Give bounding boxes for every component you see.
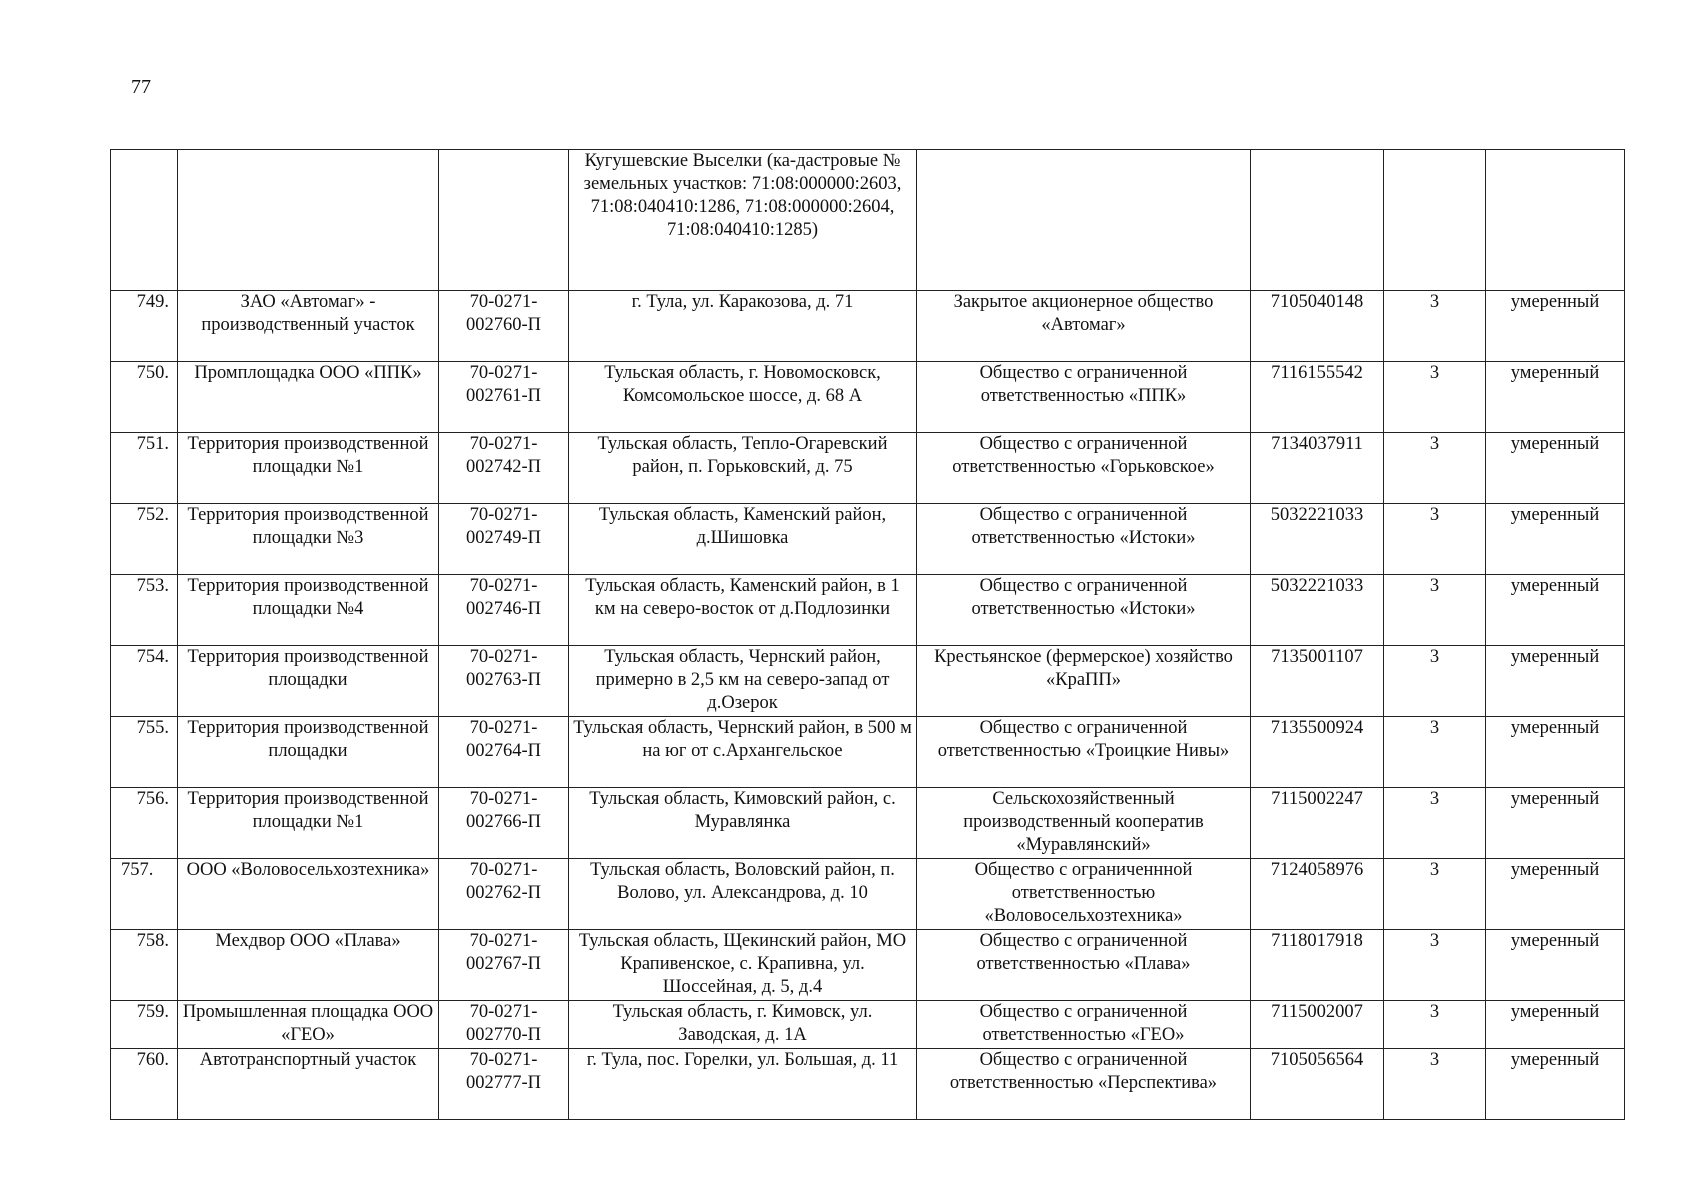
cell-address: Кугушевские Выселки (ка-дастровые № земельных участков: 71:08:000000:2603, 71:08:040410:1286, 71:08:000000:2604, 71:08:040410:1285) [569,150,917,291]
operator-inn: 7135500924 [1251,717,1384,788]
risk-level: умеренный [1486,717,1625,788]
operator-inn: 7135001107 [1251,646,1384,717]
cell-num [111,150,178,291]
operator-org: Общество с ограниченной ответственностью «ГЕО» [917,1001,1251,1049]
risk-level: умеренный [1486,433,1625,504]
object-code: 70-0271-002742-П [439,433,569,504]
operator-org: Общество с ограниченной ответственностью «Перспектива» [917,1049,1251,1120]
object-name: ООО «Воловосельхозтехника» [178,859,439,930]
table-row [111,1001,1625,1049]
object-name: Промышленная площадка ООО «ГЕО» [178,1001,439,1049]
object-address: Тульская область, г. Новомосковск, Комсомольское шоссе, д. 68 А [569,362,917,433]
object-name: Территория производственной площадки №4 [178,575,439,646]
row-number: 759. [111,1001,178,1049]
row-number: 753. [111,575,178,646]
operator-org: Закрытое акционерное общество «Автомаг» [917,291,1251,362]
operator-org: Общество с ограниченной ответственностью «Горьковское» [917,433,1251,504]
object-category: 3 [1384,717,1486,788]
object-name: Территория производственной площадки №1 [178,433,439,504]
object-address: Тульская область, Щекинский район, МО Крапивенское, с. Крапивна, ул. Шоссейная, д. 5, д.4 [569,930,917,1001]
operator-inn: 7115002247 [1251,788,1384,859]
cell-risk [1486,150,1625,291]
operator-org: Общество с ограниченной ответственностью «Троицкие Нивы» [917,717,1251,788]
object-category: 3 [1384,1049,1486,1120]
operator-inn: 7105040148 [1251,291,1384,362]
operator-org: Общество с ограниченной ответственностью «ППК» [917,362,1251,433]
row-number: 751. [111,433,178,504]
risk-level: умеренный [1486,859,1625,930]
row-number: 750. [111,362,178,433]
risk-level: умеренный [1486,1001,1625,1049]
object-code: 70-0271-002770-П [439,1001,569,1049]
object-address: Тульская область, Каменский район, д.Шишовка [569,504,917,575]
object-category: 3 [1384,788,1486,859]
row-number: 749. [111,291,178,362]
object-category: 3 [1384,362,1486,433]
operator-inn: 7118017918 [1251,930,1384,1001]
table-row [111,717,1625,788]
cell-inn [1251,150,1384,291]
object-name: ЗАО «Автомаг» - производственный участок [178,291,439,362]
object-code: 70-0271-002777-П [439,1049,569,1120]
operator-org: Сельскохозяйственный производственный кооператив «Муравлянский» [917,788,1251,859]
cell-org [917,150,1251,291]
table-row [111,433,1625,504]
operator-inn: 7115002007 [1251,1001,1384,1049]
row-number: 752. [111,504,178,575]
object-category: 3 [1384,859,1486,930]
object-code: 70-0271-002762-П [439,859,569,930]
table-row [111,788,1625,859]
object-code: 70-0271-002763-П [439,646,569,717]
risk-level: умеренный [1486,1049,1625,1120]
operator-inn: 7134037911 [1251,433,1384,504]
operator-inn: 7124058976 [1251,859,1384,930]
object-code: 70-0271-002746-П [439,575,569,646]
table-row [111,575,1625,646]
table-row [111,362,1625,433]
risk-level: умеренный [1486,646,1625,717]
object-code: 70-0271-002767-П [439,930,569,1001]
continuation-row [111,150,1625,291]
operator-org: Общество с ограниченной ответственностью «Плава» [917,930,1251,1001]
table-row [111,646,1625,717]
cell-category [1384,150,1486,291]
object-category: 3 [1384,1001,1486,1049]
table-row [111,859,1625,930]
object-category: 3 [1384,433,1486,504]
cell-name [178,150,439,291]
object-name: Промплощадка ООО «ППК» [178,362,439,433]
row-number: 757. [111,859,178,930]
object-name: Территория производственной площадки №1 [178,788,439,859]
object-address: Тульская область, Воловский район, п. Волово, ул. Александрова, д. 10 [569,859,917,930]
registry-table [110,149,1625,1120]
cell-code [439,150,569,291]
object-code: 70-0271-002761-П [439,362,569,433]
risk-level: умеренный [1486,575,1625,646]
table-row [111,930,1625,1001]
object-address: г. Тула, пос. Горелки, ул. Большая, д. 11 [569,1049,917,1120]
risk-level: умеренный [1486,504,1625,575]
object-category: 3 [1384,504,1486,575]
risk-level: умеренный [1486,930,1625,1001]
object-address: Тульская область, Чернский район, в 500 м на юг от с.Архангельское [569,717,917,788]
object-address: Тульская область, Тепло-Огаревский район, п. Горьковский, д. 75 [569,433,917,504]
table-row [111,1049,1625,1120]
operator-org: Общество с ограниченной ответственностью «Истоки» [917,504,1251,575]
object-name: Автотранспортный участок [178,1049,439,1120]
page-number: 77 [131,76,151,98]
operator-org: Общество с ограниченнной ответственностью «Воловосельхозтехника» [917,859,1251,930]
operator-org: Общество с ограниченной ответственностью «Истоки» [917,575,1251,646]
object-name: Территория производственной площадки [178,646,439,717]
object-address: Тульская область, Чернский район, примерно в 2,5 км на северо-запад от д.Озерок [569,646,917,717]
object-category: 3 [1384,575,1486,646]
object-code: 70-0271-002764-П [439,717,569,788]
row-number: 755. [111,717,178,788]
operator-inn: 7116155542 [1251,362,1384,433]
risk-level: умеренный [1486,788,1625,859]
object-category: 3 [1384,646,1486,717]
row-number: 758. [111,930,178,1001]
object-code: 70-0271-002760-П [439,291,569,362]
object-code: 70-0271-002749-П [439,504,569,575]
object-name: Мехдвор ООО «Плава» [178,930,439,1001]
table-row [111,291,1625,362]
object-address: Тульская область, Кимовский район, с. Муравлянка [569,788,917,859]
row-number: 754. [111,646,178,717]
risk-level: умеренный [1486,291,1625,362]
row-number: 756. [111,788,178,859]
object-category: 3 [1384,930,1486,1001]
object-name: Территория производственной площадки [178,717,439,788]
object-code: 70-0271-002766-П [439,788,569,859]
object-address: Тульская область, г. Кимовск, ул. Заводская, д. 1А [569,1001,917,1049]
table-row [111,504,1625,575]
risk-level: умеренный [1486,362,1625,433]
object-address: г. Тула, ул. Каракозова, д. 71 [569,291,917,362]
operator-org: Крестьянское (фермерское) хозяйство «КраПП» [917,646,1251,717]
operator-inn: 7105056564 [1251,1049,1384,1120]
operator-inn: 5032221033 [1251,504,1384,575]
object-address: Тульская область, Каменский район, в 1 км на северо-восток от д.Подлозинки [569,575,917,646]
row-number: 760. [111,1049,178,1120]
object-name: Территория производственной площадки №3 [178,504,439,575]
operator-inn: 5032221033 [1251,575,1384,646]
object-category: 3 [1384,291,1486,362]
